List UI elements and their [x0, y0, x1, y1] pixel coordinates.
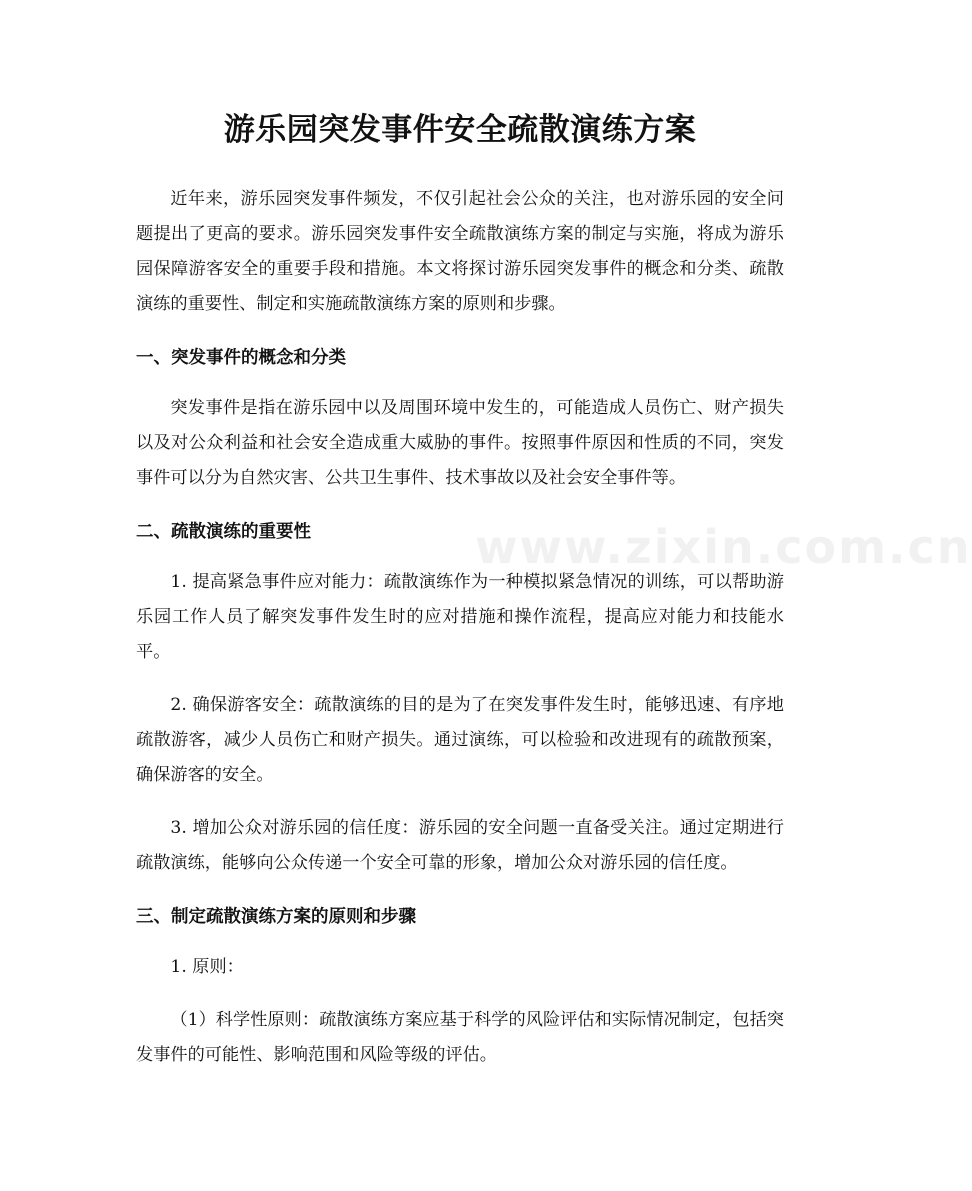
section-3-heading: 三、制定疏散演练方案的原则和步骤: [136, 907, 416, 927]
section-3-paragraph-2: （1）科学性原则：疏散演练方案应基于科学的风险评估和实际情况制定，包括突发事件的可能性、影响范围和风险等级的评估。: [136, 1010, 784, 1065]
section-2-paragraph-3: 3. 增加公众对游乐园的信任度：游乐园的安全问题一直备受关注。通过定期进行疏散演练，能够向公众传递一个安全可靠的形象，增加公众对游乐园的信任度。: [136, 818, 784, 873]
watermark: www.zixin.com.cn: [475, 520, 972, 574]
section-2-paragraph-1: 1. 提高紧急事件应对能力：疏散演练作为一种模拟紧急情况的训练，可以帮助游乐园工作人员了解突发事件发生时的应对措施和操作流程，提高应对能力和技能水平。: [136, 572, 784, 662]
section-2-heading: 二、疏散演练的重要性: [136, 522, 311, 542]
section-2-paragraph-2: 2. 确保游客安全：疏散演练的目的是为了在突发事件发生时，能够迅速、有序地疏散游客，减少人员伤亡和财产损失。通过演练，可以检验和改进现有的疏散预案，确保游客的安全。: [136, 695, 784, 785]
section-1-paragraph-1: 突发事件是指在游乐园中以及周围环境中发生的，可能造成人员伤亡、财产损失以及对公众利益和社会安全造成重大威胁的事件。按照事件原因和性质的不同，突发事件可以分为自然灾害、公共卫生事件、技术事故以及社会安全事件等。: [136, 398, 784, 488]
document-title: 游乐园突发事件安全疏散演练方案: [223, 112, 697, 148]
section-3-paragraph-1: 1. 原则：: [170, 957, 244, 977]
section-1-heading: 一、突发事件的概念和分类: [136, 348, 346, 368]
intro-paragraph: 近年来，游乐园突发事件频发，不仅引起社会公众的关注，也对游乐园的安全问题提出了更高的要求。游乐园突发事件安全疏散演练方案的制定与实施，将成为游乐园保障游客安全的重要手段和措施。本文将探讨游乐园突发事件的概念和分类、疏散演练的重要性、制定和实施疏散演练方案的原则和步骤。: [136, 189, 784, 314]
